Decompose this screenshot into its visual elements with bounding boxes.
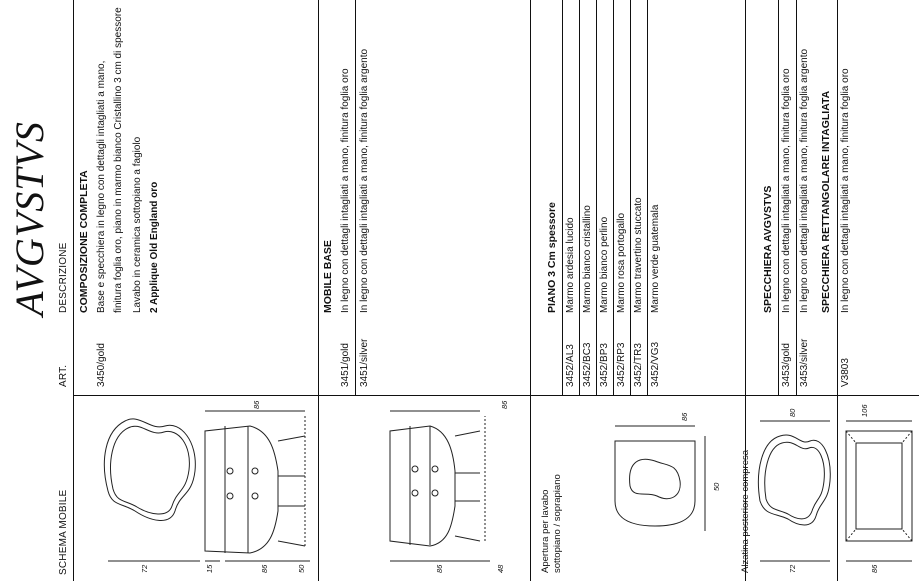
brand-logo: AVGVSTVS [7, 121, 52, 316]
row-rule [596, 0, 597, 395]
row-rule [562, 0, 563, 395]
sec2-dim-d: 48 [496, 564, 505, 573]
sec2-drawing [320, 395, 520, 581]
sec2-desc: In legno con dettagli intagliati a mano, finitura foglia argento [359, 48, 370, 313]
sec3-desc: Marmo ardesia lucido [565, 217, 576, 313]
row-rule [579, 0, 580, 395]
sec3-dim-w: 50 [712, 482, 721, 491]
row-rule [796, 0, 797, 395]
row-rule [647, 0, 648, 395]
row-rule [613, 0, 614, 395]
sec3-schema-note: sottopiano / soprapiano [552, 474, 563, 573]
sec4-drawing [750, 395, 840, 581]
sec3-code: 3452/VG3 [650, 341, 661, 387]
sec1-dim-w: 72 [140, 564, 149, 573]
row-rule [355, 0, 356, 395]
sec5-dim-w: 86 [870, 564, 879, 573]
sec1-title: COMPOSIZIONE COMPLETA [78, 170, 90, 313]
sec4-desc: In legno con dettagli intagliati a mano, finitura foglia oro [781, 68, 792, 313]
sec3-dim-h: 86 [680, 412, 689, 421]
sec5-drawing [838, 395, 919, 581]
row-rule [630, 0, 631, 395]
sec1-drawing [80, 395, 310, 581]
sec2-dim-h: 86 [500, 400, 509, 409]
sec3-code: 3452/TR3 [633, 343, 644, 387]
sec3-code: 3452/RP3 [616, 342, 627, 387]
section-rule [530, 0, 531, 581]
header-rule [73, 0, 74, 581]
sec1-dim-dd: 50 [297, 564, 306, 573]
sec1-dim-h: 86 [252, 400, 261, 409]
sec2-dim-w: 86 [435, 564, 444, 573]
sec4-schema-note: Alzatina posteriore compresa [740, 449, 751, 573]
sec3-desc: Marmo rosa portogallo [616, 212, 627, 313]
section-rule [318, 0, 319, 581]
sec3-code: 3452/BP3 [599, 343, 610, 387]
sec1-dim-gap: 15 [205, 564, 214, 573]
sec4-dim-h: 80 [788, 408, 797, 417]
sec1-line: finitura foglia oro, piano in marmo bianco Cristallino 3 cm di spessore [113, 7, 124, 313]
sec5-desc: In legno con dettagli intagliati a mano, finitura foglia oro [840, 68, 851, 313]
sec2-code: 3451/gold [340, 343, 351, 387]
sec3-code: 3452/AL3 [565, 344, 576, 387]
sec2-code: 3451/silver [359, 338, 370, 387]
header-schema: SCHEMA MOBILE [58, 489, 69, 575]
sec3-desc: Marmo travertino stuccato [633, 197, 644, 313]
sec4-title: SPECCHIERA AVGVSTVS [762, 185, 774, 313]
sec1-line: Lavabo in ceramica sottopiano a fagiolo [132, 136, 143, 313]
sec3-desc: Marmo bianco cristallino [582, 205, 593, 313]
sec5-dim-h: 106 [860, 404, 869, 417]
sec4-code: 3453/silver [799, 338, 810, 387]
sec1-bold-line: 2 Applique Old England oro [149, 181, 160, 313]
sec4-dim-w: 72 [788, 564, 797, 573]
sec3-drawing [565, 395, 715, 581]
sec3-desc: Marmo verde guatemala [650, 204, 661, 313]
sec4-desc: In legno con dettagli intagliati a mano, finitura foglia argento [799, 48, 810, 313]
sec2-desc: In legno con dettagli intagliati a mano, finitura foglia oro [340, 68, 351, 313]
sec2-title: MOBILE BASE [322, 240, 334, 313]
sec4-code: 3453/gold [781, 343, 792, 387]
sec1-code: 3450/gold [96, 343, 107, 387]
sec3-title: PIANO 3 Cm spessore [546, 202, 558, 313]
sec1-dim-d: 86 [260, 564, 269, 573]
header-art: ART. [58, 364, 69, 387]
row-rule [778, 0, 779, 395]
sec3-schema-note: Apertura per lavabo [540, 489, 551, 573]
sec3-code: 3452/BC3 [582, 342, 593, 387]
sec1-line: Base e specchiera in legno con dettagli intagliati a mano, [96, 60, 107, 313]
header-desc: DESCRIZIONE [58, 242, 69, 313]
sec5-code: V3803 [840, 358, 851, 387]
sec3-desc: Marmo bianco perlino [599, 216, 610, 313]
sec5-title: SPECCHIERA RETTANGOLARE INTAGLIATA [820, 90, 832, 313]
